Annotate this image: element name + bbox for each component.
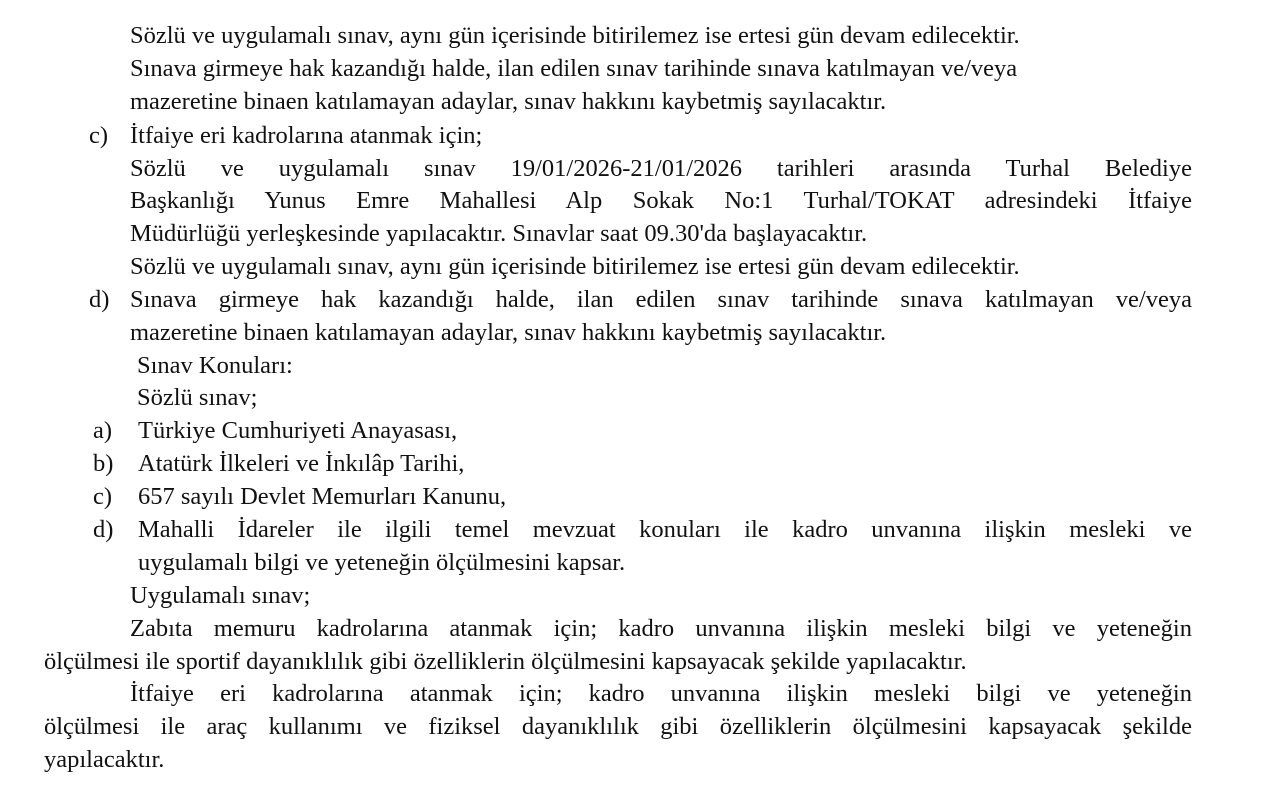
paragraph-line: mazeretine binaen katılamayan adaylar, sınav hakkını kaybetmiş sayılacaktır. <box>130 319 887 346</box>
list-marker-d: d) <box>93 516 114 543</box>
paragraph-line: Sınava girmeye hak kazandığı halde, ilan edilen sınav tarihinde sınava katılmayan ve/veya <box>130 286 1192 313</box>
paragraph-line: Sözlü ve uygulamalı sınav 19/01/2026-21/01/2026 tarihleri arasında Turhal Belediye <box>130 155 1192 182</box>
list-item: Türkiye Cumhuriyeti Anayasası, <box>138 417 458 444</box>
paragraph-line: Müdürlüğü yerleşkesinde yapılacaktır. Sınavlar saat 09.30'da başlayacaktır. <box>130 220 868 247</box>
list-item: Atatürk İlkeleri ve İnkılâp Tarihi, <box>138 450 465 477</box>
list-item-heading: İtfaiye eri kadrolarına atanmak için; <box>130 122 483 149</box>
subsection-heading: Sözlü sınav; <box>137 384 258 411</box>
list-marker-b: b) <box>93 450 114 477</box>
list-marker-a: a) <box>93 417 113 444</box>
list-item-continuation: uygulamalı bilgi ve yeteneğin ölçülmesini kapsar. <box>138 549 626 576</box>
list-marker-c: c) <box>93 483 113 510</box>
list-item: 657 sayılı Devlet Memurları Kanunu, <box>138 483 507 510</box>
list-marker-d: d) <box>89 286 110 313</box>
section-heading: Sınav Konuları: <box>137 352 293 379</box>
subsection-heading: Uygulamalı sınav; <box>130 582 311 609</box>
paragraph-line: Başkanlığı Yunus Emre Mahallesi Alp Sokak No:1 Turhal/TOKAT adresindeki İtfaiye <box>130 187 1192 214</box>
paragraph-line: mazeretine binaen katılamayan adaylar, sınav hakkını kaybetmiş sayılacaktır. <box>130 88 887 115</box>
paragraph-line: Sınava girmeye hak kazandığı halde, ilan edilen sınav tarihinde sınava katılmayan ve/veya <box>130 55 1018 82</box>
paragraph-line: İtfaiye eri kadrolarına atanmak için; kadro unvanına ilişkin mesleki bilgi ve yeteneğin <box>130 680 1192 707</box>
paragraph-line: Sözlü ve uygulamalı sınav, aynı gün içerisinde bitirilemez ise ertesi gün devam edilecektir. <box>130 22 1020 49</box>
paragraph-line: Zabıta memuru kadrolarına atanmak için; kadro unvanına ilişkin mesleki bilgi ve yeteneğin <box>130 615 1192 642</box>
list-marker-c: c) <box>89 122 109 149</box>
paragraph-line: yapılacaktır. <box>44 746 165 773</box>
paragraph-line: Sözlü ve uygulamalı sınav, aynı gün içerisinde bitirilemez ise ertesi gün devam edilecektir. <box>130 253 1020 280</box>
paragraph-line: ölçülmesi ile sportif dayanıklılık gibi özelliklerin ölçülmesini kapsayacak şekilde yapılacaktır. <box>44 648 967 675</box>
list-item: Mahalli İdareler ile ilgili temel mevzuat konuları ile kadro unvanına ilişkin mesleki ve <box>138 516 1192 543</box>
paragraph-line: ölçülmesi ile araç kullanımı ve fiziksel dayanıklılık gibi özelliklerin ölçülmesini kapsayacak şekilde <box>44 713 1192 740</box>
